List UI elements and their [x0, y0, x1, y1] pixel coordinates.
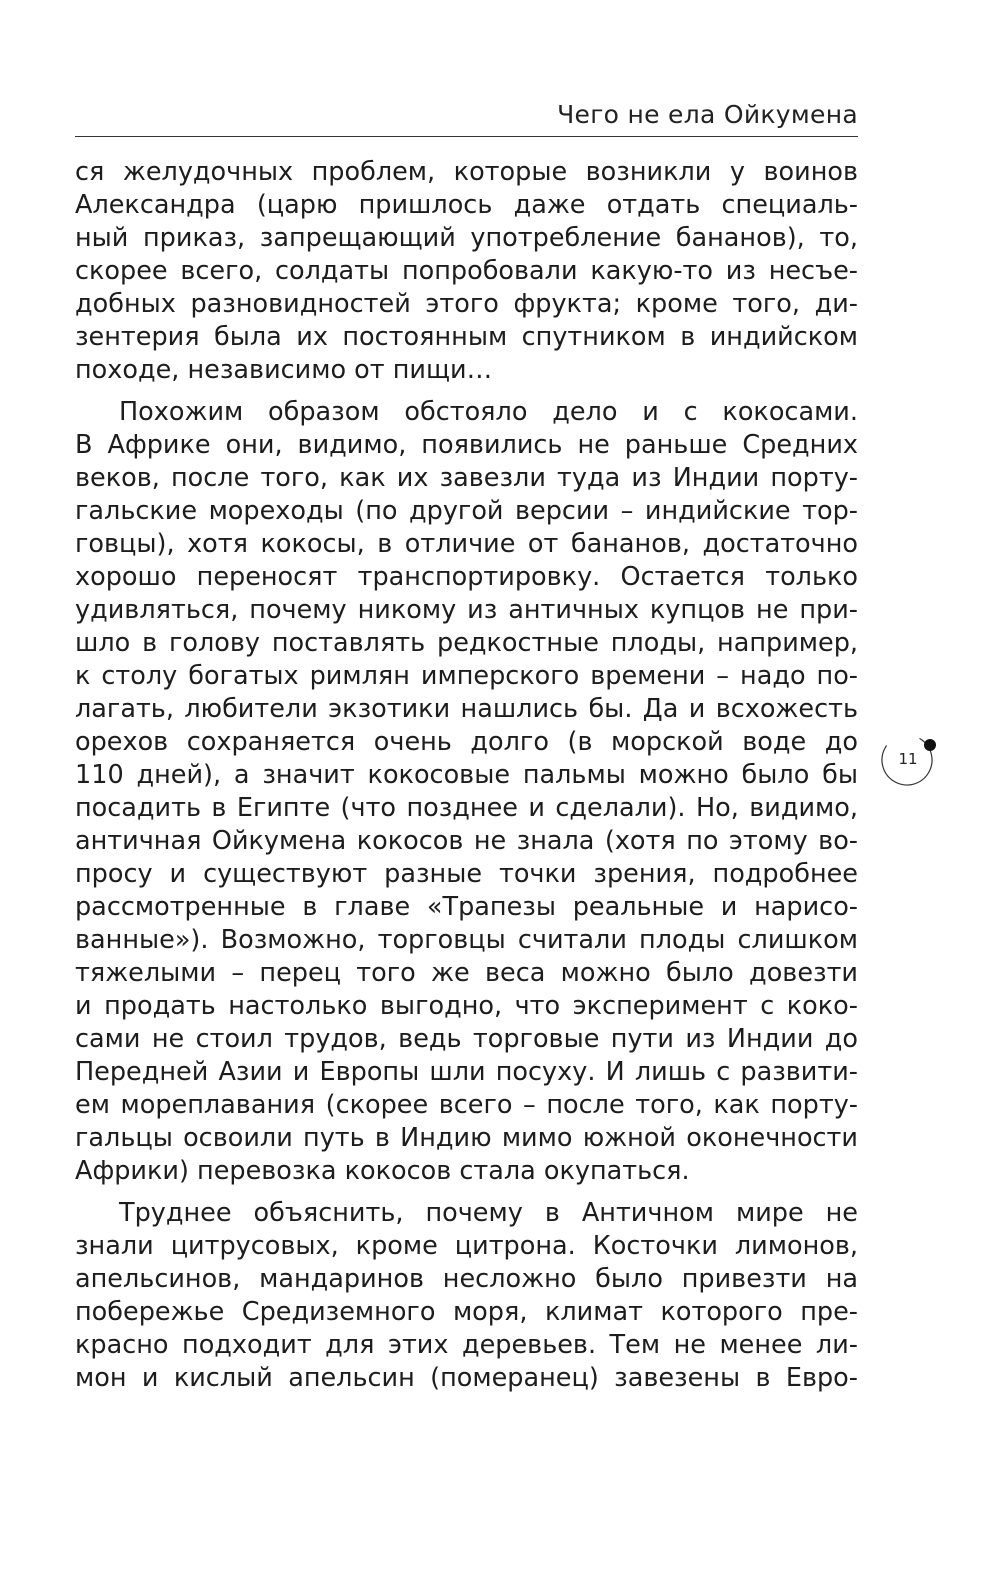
text-line: ванные»). Возможно, торговцы считали плоды слишком: [75, 925, 858, 955]
text-line: хорошо переносят транспортировку. Остается только: [75, 562, 858, 592]
text-line: ный приказ, запрещающий употребление бананов), то,: [75, 223, 858, 253]
text-line: походе, независимо от пищи…: [75, 355, 493, 385]
text-line: Передней Азии и Европы шли посуху. И лишь с развити-: [75, 1057, 858, 1087]
text-line: тяжелыми – перец того же веса можно было довезти: [75, 958, 858, 988]
text-line: добных разновидностей этого фрукта; кроме того, ди-: [75, 289, 858, 319]
text-line: лагать, любители экзотики нашлись бы. Да и всхожесть: [75, 694, 858, 724]
text-line: просу и существуют разные точки зрения, подробнее: [75, 859, 858, 889]
text-line: 110 дней), а значит кокосовые пальмы можно было бы: [75, 760, 858, 790]
text-line: ся желудочных проблем, которые возникли у воинов: [75, 157, 858, 187]
text-line: к столу богатых римлян имперского времени – надо по-: [75, 661, 858, 691]
text-line: побережье Средиземного моря, климат которого пре-: [75, 1297, 858, 1327]
text-line: и продать настолько выгодно, что эксперимент с коко-: [75, 991, 858, 1021]
page-number-badge: [880, 733, 936, 789]
text-line: мон и кислый апельсин (померанец) завезены в Евро-: [75, 1363, 858, 1393]
text-line: удивляться, почему никому из античных купцов не при-: [75, 595, 858, 625]
text-line: веков, после того, как их завезли туда из Индии порту-: [75, 463, 858, 493]
text-line: ем мореплавания (скорее всего – после того, как порту-: [75, 1090, 858, 1120]
text-line: сами не стоил трудов, ведь торговые пути из Индии до: [75, 1024, 858, 1054]
text-line: гальские мореходы (по другой версии – индийские тор-: [75, 496, 858, 526]
text-line: Труднее объяснить, почему в Античном мире не: [119, 1198, 858, 1228]
text-line: В Африке они, видимо, появились не раньше Средних: [75, 430, 858, 460]
text-line: рассмотренные в главе «Трапезы реальные и нарисо-: [75, 892, 858, 922]
page-number: 11: [898, 750, 918, 768]
text-line: орехов сохраняется очень долго (в морской воде до: [75, 727, 858, 757]
text-line: гальцы освоили путь в Индию мимо южной оконечности: [75, 1123, 858, 1153]
text-line: скорее всего, солдаты попробовали какую-то из несъе-: [75, 256, 858, 286]
text-line: античная Ойкумена кокосов не знала (хотя по этому во-: [75, 826, 858, 856]
text-line: шло в голову поставлять редкостные плоды, например,: [75, 628, 858, 658]
text-line: зентерия была их постоянным спутником в индийском: [75, 322, 858, 352]
text-line: посадить в Египте (что позднее и сделали). Но, видимо,: [75, 793, 858, 823]
running-header: Чего не ела Ойкумена: [557, 100, 858, 129]
text-line: Африки) перевозка кокосов стала окупаться.: [75, 1156, 690, 1186]
text-line: знали цитрусовых, кроме цитрона. Косточки лимонов,: [75, 1231, 858, 1261]
text-line: Александра (царю пришлось даже отдать специаль-: [75, 190, 858, 220]
text-line: апельсинов, мандаринов несложно было привезти на: [75, 1264, 858, 1294]
text-line: красно подходит для этих деревьев. Тем не менее ли-: [75, 1330, 858, 1360]
header-rule: [75, 136, 858, 137]
text-line: Похожим образом обстояло дело и с кокосами.: [119, 397, 858, 427]
text-line: говцы), хотя кокосы, в отличие от бананов, достаточно: [75, 529, 858, 559]
